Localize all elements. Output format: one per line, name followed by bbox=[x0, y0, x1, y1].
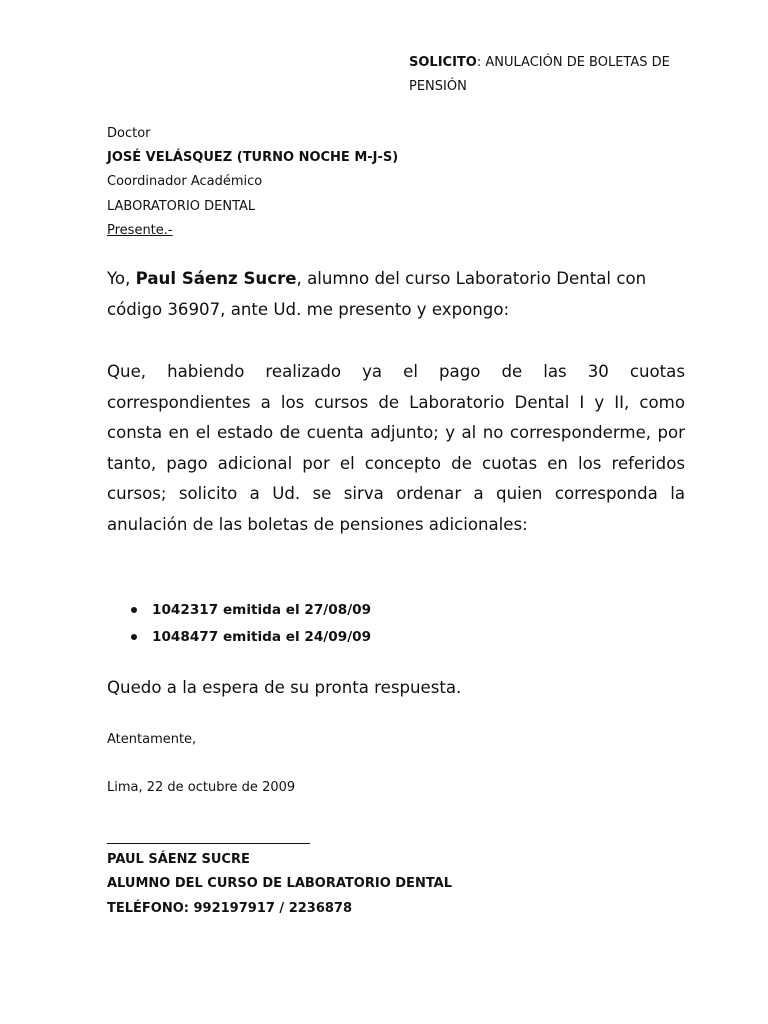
intro-suffix: , alumno del curso Laboratorio Dental con código 36907, ante Ud. me presento y expongo: bbox=[107, 269, 647, 319]
signature-block bbox=[107, 848, 452, 921]
signature-phone: TELÉFONO: 992197917 / 2236878 bbox=[107, 900, 353, 916]
receipt-text: 1048477 emitida el 24/09/09 bbox=[152, 628, 372, 645]
bullet-icon bbox=[131, 607, 137, 613]
list-item bbox=[107, 597, 667, 624]
addressee-salutation: Doctor bbox=[107, 126, 151, 141]
signature-title: ALUMNO DEL CURSO DE LABORATORIO DENTAL bbox=[107, 876, 453, 892]
subject-line bbox=[409, 51, 699, 99]
addressee-department: LABORATORIO DENTAL bbox=[107, 198, 256, 214]
signature-line bbox=[107, 843, 310, 844]
bullet-icon bbox=[131, 634, 137, 640]
addressee-name: JOSÉ VELÁSQUEZ (TURNO NOCHE M-J-S) bbox=[107, 150, 399, 166]
receipt-text: 1042317 emitida el 27/08/09 bbox=[152, 602, 372, 618]
addressee-presente: Presente.- bbox=[107, 222, 173, 238]
receipt-list bbox=[107, 597, 667, 650]
addressee-block bbox=[107, 122, 398, 243]
intro-paragraph bbox=[107, 263, 685, 325]
subject-label: SOLICITO bbox=[409, 55, 477, 70]
addressee-role: Coordinador Académico bbox=[107, 174, 263, 190]
place-date: Lima, 22 de octubre de 2009 bbox=[107, 780, 296, 795]
student-name: Paul Sáenz Sucre bbox=[135, 269, 297, 288]
subject-separator: : bbox=[476, 55, 486, 70]
regards: Atentamente, bbox=[107, 732, 197, 747]
signature-name: PAUL SÁENZ SUCRE bbox=[107, 852, 250, 867]
intro-prefix: Yo, bbox=[107, 269, 136, 288]
list-item bbox=[107, 624, 667, 651]
request-paragraph: Que, habiendo realizado ya el pago de las 30 cuotas correspondientes a los cursos de Laboratorio Dental I y II, como consta en el estado de cuenta adjunto; y al no corresponderme, por tanto, pago adicional por el concepto de cuotas en los referidos cursos; solicito a Ud. se sirva ordenar a quien corresponda la anulación de las boletas de pensiones adicionales: bbox=[107, 362, 685, 534]
closing-line: Quedo a la espera de su pronta respuesta. bbox=[107, 678, 462, 697]
subject-text: ANULACIÓN DE BOLETAS DE PENSIÓN bbox=[409, 55, 670, 94]
